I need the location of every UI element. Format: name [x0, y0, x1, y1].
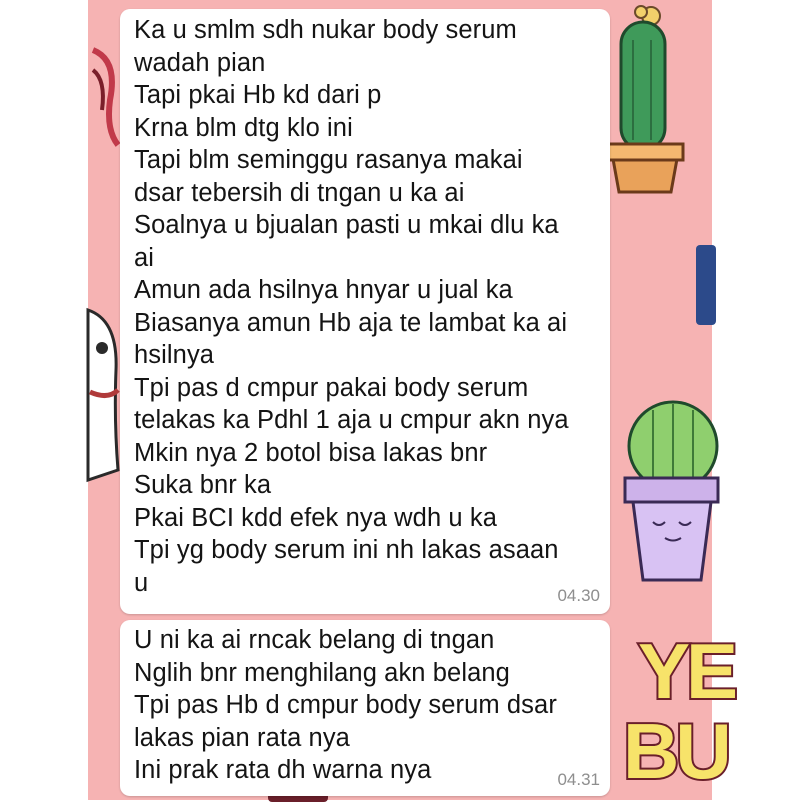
- message-line: ai: [134, 243, 155, 272]
- message-line: Tpi pas d cmpur pakai body serum: [134, 373, 529, 402]
- message-line: Suka bnr ka: [134, 471, 272, 499]
- message-line: telakas ka Pdhl 1 aja u cmpur akn nya: [134, 406, 569, 434]
- message-line: Krna blm dtg klo ini: [134, 113, 353, 142]
- message-line: Ka u smlm sdh nukar body serum: [134, 16, 517, 44]
- sticker-text-bottom: BU: [623, 707, 728, 795]
- message-line: Tpi pas Hb d cmpur body serum dsar: [134, 691, 557, 719]
- message-line: Soalnya u bjualan pasti u mkai dlu ka: [134, 211, 559, 239]
- message-line: Ini prak rata dh warna nya: [134, 756, 432, 784]
- cat-icon: [88, 300, 122, 500]
- message-line: Pkai BCI kdd efek nya wdh u ka: [134, 503, 498, 532]
- message-line: Tpi yg body serum ini nh lakas asaan: [134, 536, 559, 564]
- message-line: u: [134, 568, 149, 597]
- cactus-icon: [603, 0, 693, 200]
- message-line: Amun ada hsilnya hnyar u jual ka: [134, 276, 513, 304]
- message-line: lakas pian rata nya: [134, 723, 350, 752]
- message-line: U ni ka ai rncak belang di tngan: [134, 626, 495, 654]
- message-timestamp: 04.30: [557, 586, 600, 605]
- message-timestamp: 04.31: [557, 770, 600, 789]
- round-cactus-icon: [623, 398, 718, 588]
- message-bubble[interactable]: [120, 9, 610, 614]
- message-line: dsar tebersih di tngan u ka ai: [134, 178, 465, 207]
- sticker-text-top: YE: [638, 627, 735, 715]
- decor-shape: [696, 245, 716, 325]
- message-line: hsilnya: [134, 341, 215, 369]
- message-line: Tapi pkai Hb kd dari p: [134, 81, 382, 109]
- message-line: Mkin nya 2 botol bisa lakas bnr: [134, 438, 488, 467]
- message-bubble[interactable]: [120, 620, 610, 796]
- message-line: Tapi blm seminggu rasanya makai: [134, 146, 523, 174]
- message-line: Biasanya amun Hb aja te lambat ka ai: [134, 308, 568, 337]
- message-line: Nglih bnr menghilang akn belang: [134, 658, 510, 687]
- message-line: wadah pian: [134, 48, 266, 77]
